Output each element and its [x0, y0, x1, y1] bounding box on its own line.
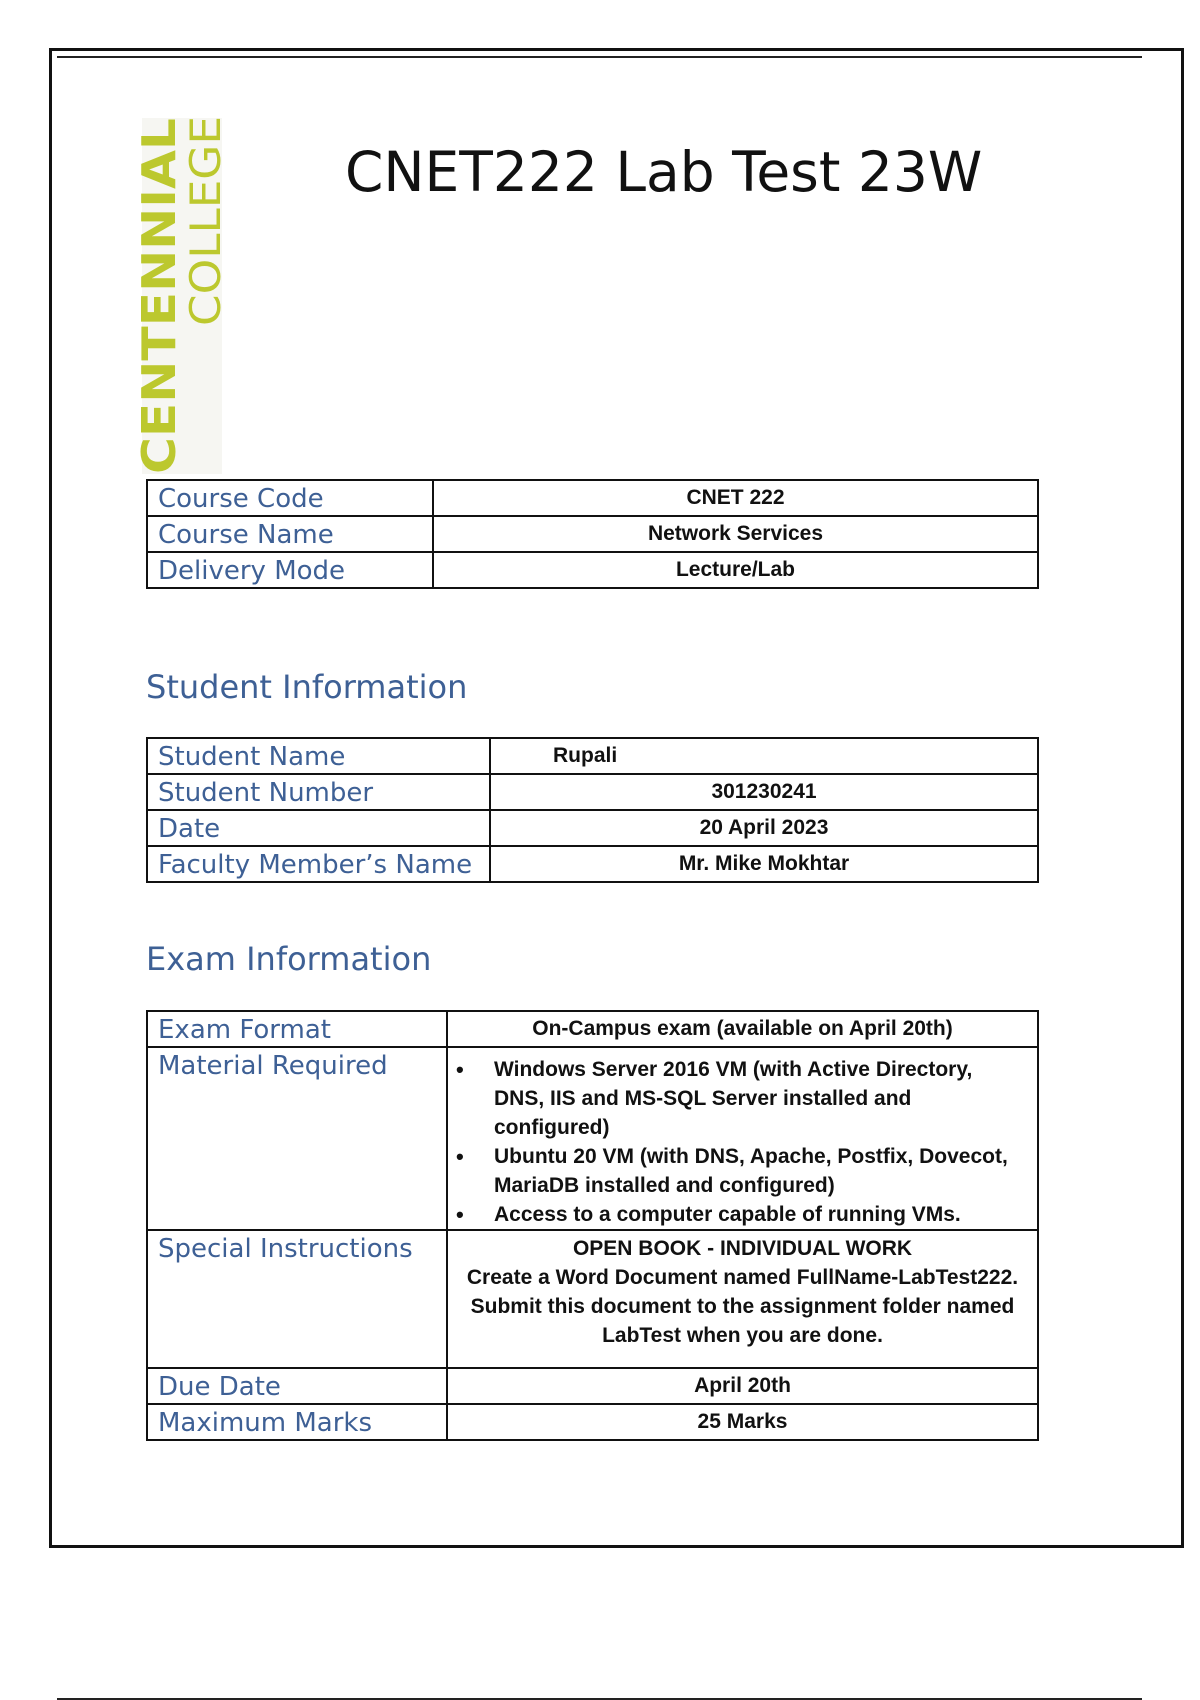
instruction-line: Submit this document to the assignment folder named LabTest when you are done.: [470, 1295, 1015, 1347]
exam-format-value: On-Campus exam (available on April 20th): [447, 1011, 1038, 1047]
top-rule: [57, 56, 1142, 58]
list-item: • Ubuntu 20 VM (with DNS, Apache, Postfix, Dovecot, MariaDB installed and configured): [494, 1142, 1023, 1200]
document-title: CNET222 Lab Test 23W: [345, 140, 983, 204]
due-date-label: Due Date: [147, 1368, 447, 1404]
student-information-heading: Student Information: [146, 668, 468, 706]
table-row: [147, 552, 1038, 588]
course-name-label: Course Name: [147, 516, 433, 552]
table-row: [147, 1047, 1038, 1230]
delivery-mode-value: Lecture/Lab: [433, 552, 1038, 588]
faculty-member-value: Mr. Mike Mokhtar: [490, 846, 1038, 882]
exam-format-label: Exam Format: [147, 1011, 447, 1047]
special-instructions-value: [447, 1230, 1038, 1368]
table-row: [147, 810, 1038, 846]
logo-word-college: COLLEGE: [181, 131, 230, 326]
student-number-value: 301230241: [490, 774, 1038, 810]
material-list: [448, 1055, 1037, 1229]
table-row: [147, 774, 1038, 810]
material-required-label: Material Required: [147, 1047, 447, 1230]
list-item: • Windows Server 2016 VM (with Active Directory, DNS, IIS and MS-SQL Server installed and configured): [494, 1055, 1023, 1142]
maximum-marks-label: Maximum Marks: [147, 1404, 447, 1440]
table-row: [147, 480, 1038, 516]
exam-table: [146, 1010, 1039, 1441]
course-code-value: CNET 222: [433, 480, 1038, 516]
table-row: [147, 516, 1038, 552]
maximum-marks-value: 25 Marks: [447, 1404, 1038, 1440]
student-name-label: Student Name: [147, 738, 490, 774]
course-name-value: Network Services: [433, 516, 1038, 552]
special-instructions-label: Special Instructions: [147, 1230, 447, 1368]
faculty-member-label: Faculty Member’s Name: [147, 846, 490, 882]
student-table: [146, 737, 1039, 883]
exam-information-heading: Exam Information: [146, 940, 432, 978]
table-row: [147, 1368, 1038, 1404]
date-value: 20 April 2023: [490, 810, 1038, 846]
table-row: [147, 738, 1038, 774]
centennial-college-logo: [132, 112, 230, 480]
logo-word-centennial: CENTENNIAL: [132, 148, 186, 474]
date-label: Date: [147, 810, 490, 846]
instruction-line: Create a Word Document named FullName-LabTest222.: [466, 1266, 1019, 1289]
due-date-value: April 20th: [447, 1368, 1038, 1404]
course-table: [146, 479, 1039, 589]
delivery-mode-label: Delivery Mode: [147, 552, 433, 588]
instruction-line: OPEN BOOK - INDIVIDUAL WORK: [572, 1237, 913, 1260]
table-row: [147, 1011, 1038, 1047]
list-item: • Access to a computer capable of running VMs.: [494, 1200, 1023, 1229]
student-number-label: Student Number: [147, 774, 490, 810]
course-code-label: Course Code: [147, 480, 433, 516]
table-row: [147, 846, 1038, 882]
material-required-value: [447, 1047, 1038, 1230]
student-name-value: Rupali: [490, 738, 1038, 774]
table-row: [147, 1404, 1038, 1440]
table-row: [147, 1230, 1038, 1368]
